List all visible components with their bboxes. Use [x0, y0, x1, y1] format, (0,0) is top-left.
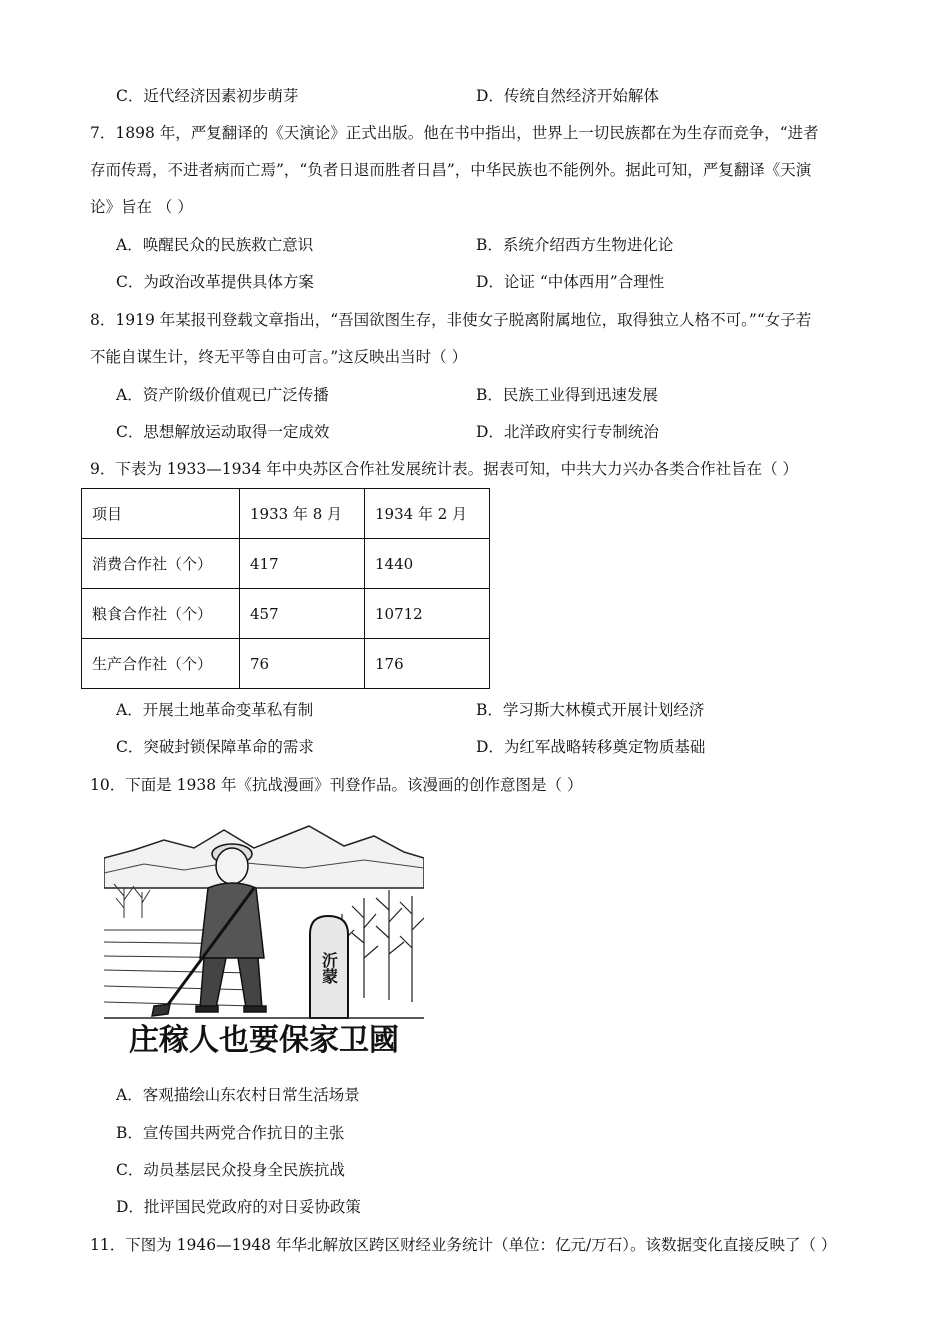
q10-option-d: D．批评国民党政府的对日妥协政策	[116, 1198, 361, 1216]
table-row	[82, 539, 490, 589]
table-cell: 76	[240, 639, 365, 689]
anti-war-cartoon	[104, 818, 424, 1068]
q8-option-c: C．思想解放运动取得一定成效	[116, 423, 330, 441]
q8-stem-line-1: 8．1919 年某报刊登载文章指出，“吾国欲图生存，非使女子脱离附属地位，取得独立人格不可。”“女子若	[90, 311, 812, 329]
table-header-row	[82, 489, 490, 539]
q6-option-c: C．近代经济因素初步萌芽	[116, 87, 299, 105]
q7-option-a: A．唤醒民众的民族救亡意识	[116, 236, 314, 254]
q8-stem-line-2: 不能自谋生计，终无平等自由可言。”这反映出当时（ ）	[90, 348, 468, 366]
q10-stem: 10．下面是 1938 年《抗战漫画》刊登作品。该漫画的创作意图是（ ）	[90, 776, 583, 794]
q9-option-b: B．学习斯大林模式开展计划经济	[476, 701, 705, 719]
q8-option-d: D．北洋政府实行专制统治	[476, 423, 659, 441]
q11-stem: 11．下图为 1946—1948 年华北解放区跨区财经业务统计（单位：亿元/万石）。该数据变化直接反映了（ ）	[90, 1236, 837, 1254]
q6-option-d: D．传统自然经济开始解体	[476, 87, 659, 105]
table-header-cell: 1934 年 2 月	[365, 489, 490, 539]
q9-stem: 9．下表为 1933—1934 年中央苏区合作社发展统计表。据表可知，中共大力兴办各类合作社旨在（ ）	[90, 460, 799, 478]
stone-marker-text: 沂蒙	[319, 952, 339, 984]
table-header-cell: 1933 年 8 月	[240, 489, 365, 539]
table-cell: 粮食合作社（个）	[82, 589, 240, 639]
q8-option-b: B．民族工业得到迅速发展	[476, 386, 658, 404]
table-cell: 1440	[365, 539, 490, 589]
q10-option-b: B．宣传国共两党合作抗日的主张	[116, 1124, 345, 1142]
table-cell: 457	[240, 589, 365, 639]
q10-option-c: C．动员基层民众投身全民族抗战	[116, 1161, 345, 1179]
q9-option-d: D．为红军战略转移奠定物质基础	[476, 738, 706, 756]
table-cell: 生产合作社（个）	[82, 639, 240, 689]
q8-option-a: A．资产阶级价值观已广泛传播	[116, 386, 329, 404]
table-cell: 176	[365, 639, 490, 689]
q10-option-a: A．客观描绘山东农村日常生活场景	[116, 1086, 360, 1104]
q7-option-d: D．论证 “中体西用”合理性	[476, 273, 665, 291]
q9-option-a: A．开展土地革命变革私有制	[116, 701, 314, 719]
q7-stem-line-1: 7．1898 年，严复翻译的《天演论》正式出版。他在书中指出，世界上一切民族都在为生存而竞争，“进者	[90, 124, 819, 142]
q7-option-b: B．系统介绍西方生物进化论	[476, 236, 674, 254]
table-cell: 消费合作社（个）	[82, 539, 240, 589]
table-row	[82, 639, 490, 689]
cartoon-caption: 庄稼人也要保家卫國	[129, 1023, 399, 1058]
q7-option-c: C．为政治改革提供具体方案	[116, 273, 314, 291]
q9-option-c: C．突破封锁保障革命的需求	[116, 738, 314, 756]
q7-stem-line-2: 存而传焉，不进者病而亡焉”，“负者日退而胜者日昌”，中华民族也不能例外。据此可知，严复翻译《天演	[90, 161, 812, 179]
cooperative-stats-table	[81, 488, 490, 689]
q7-stem-line-3: 论》旨在 （ ）	[90, 198, 193, 216]
table-row	[82, 589, 490, 639]
table-cell: 417	[240, 539, 365, 589]
table-header-cell: 项目	[82, 489, 240, 539]
table-cell: 10712	[365, 589, 490, 639]
